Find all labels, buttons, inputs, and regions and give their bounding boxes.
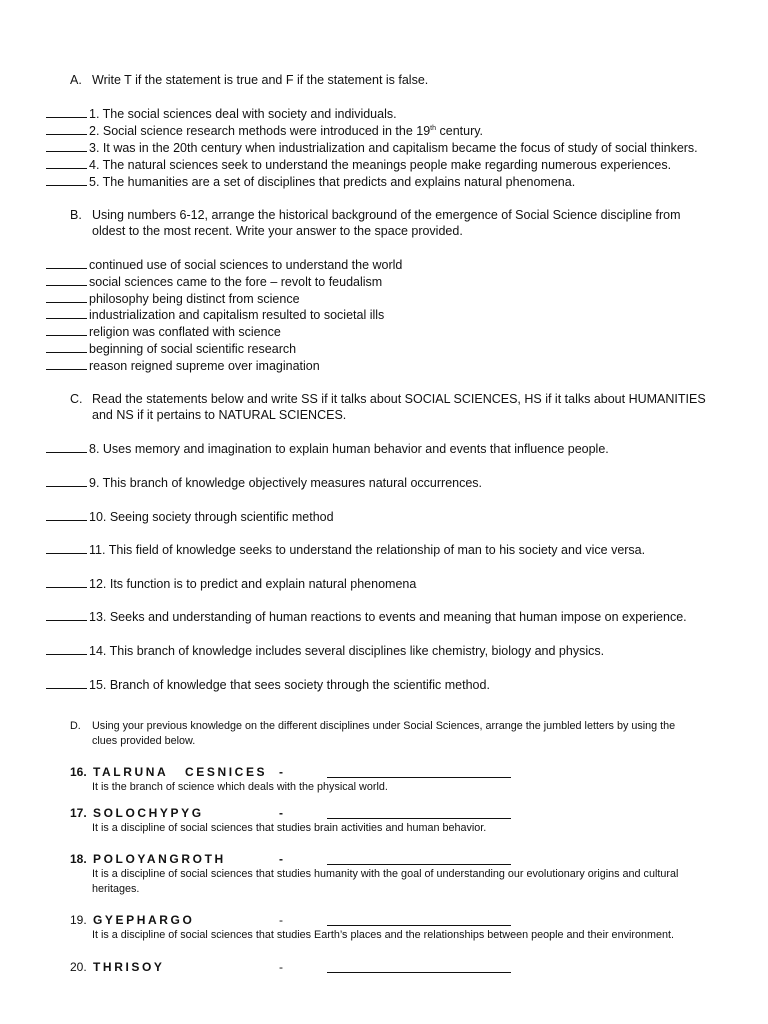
section-a-letter: A. bbox=[70, 73, 82, 87]
section-a-item-5 bbox=[46, 174, 575, 190]
section-c-letter: C. bbox=[70, 392, 83, 406]
section-c-instruction-line2: and NS if it pertains to NATURAL SCIENCES. bbox=[92, 408, 347, 422]
item-text: 11. This field of knowledge seeks to understand the relationship of man to his society and vice versa. bbox=[89, 543, 646, 557]
section-b-item bbox=[46, 257, 402, 273]
section-a-item-1 bbox=[46, 106, 397, 122]
section-b-item bbox=[46, 341, 296, 357]
section-c-item-15 bbox=[46, 677, 490, 693]
item-text: 2. Social science research methods were introduced in the 19 bbox=[89, 124, 431, 138]
item-number: 19. bbox=[70, 913, 87, 927]
jumbled-word: POLOYANGROTH bbox=[93, 852, 226, 866]
jumbled-word: THRISOY bbox=[93, 960, 165, 974]
item-text: 15. Branch of knowledge that sees society through the scientific method. bbox=[89, 678, 490, 692]
superscript: th bbox=[430, 124, 437, 132]
item-text: 13. Seeks and understanding of human reactions to events and meaning that human impose on experience. bbox=[89, 610, 687, 624]
section-c-item-11 bbox=[46, 542, 645, 558]
clue-text: It is the branch of science which deals with the physical world. bbox=[92, 781, 388, 793]
section-b-item bbox=[46, 291, 300, 307]
section-a-instruction: Write T if the statement is true and F if the statement is false. bbox=[92, 73, 429, 87]
answer-blank[interactable] bbox=[46, 475, 87, 487]
dash: - bbox=[279, 852, 283, 866]
answer-blank[interactable] bbox=[46, 341, 87, 353]
item-text: continued use of social sciences to understand the world bbox=[89, 258, 403, 272]
jumbled-word: GYEPHARGO bbox=[93, 913, 195, 927]
answer-blank[interactable] bbox=[46, 106, 87, 118]
item-text: 14. This branch of knowledge includes several disciplines like chemistry, biology and physics. bbox=[89, 644, 605, 658]
item-text: 4. The natural sciences seek to understand the meanings people make regarding numerous experiences. bbox=[89, 158, 672, 172]
item-number: 16. bbox=[70, 765, 87, 779]
answer-blank[interactable] bbox=[46, 274, 87, 286]
answer-blank[interactable] bbox=[46, 123, 87, 135]
dash: - bbox=[279, 765, 283, 779]
item-text: 8. Uses memory and imagination to explain human behavior and events that influence people. bbox=[89, 442, 609, 456]
section-a-item-2 bbox=[46, 123, 483, 139]
item-text: social sciences came to the fore – revolt to feudalism bbox=[89, 275, 383, 289]
section-c-item-9 bbox=[46, 475, 482, 491]
answer-blank[interactable] bbox=[46, 609, 87, 621]
item-text: industrialization and capitalism resulted to societal ills bbox=[89, 308, 385, 322]
section-b-item bbox=[46, 274, 382, 290]
item-number: 18. bbox=[70, 852, 87, 866]
answer-blank[interactable] bbox=[46, 509, 87, 521]
answer-blank[interactable] bbox=[46, 291, 87, 303]
answer-blank[interactable] bbox=[46, 140, 87, 152]
item-text: 5. The humanities are a set of disciplines that predicts and explains natural phenomena. bbox=[89, 175, 576, 189]
section-b-letter: B. bbox=[70, 208, 82, 222]
item-number: 17. bbox=[70, 806, 87, 820]
dash: - bbox=[279, 913, 283, 927]
section-b-item bbox=[46, 324, 281, 340]
jumbled-word: SOLOCHYPYG bbox=[93, 806, 204, 820]
item-text-end: century. bbox=[436, 124, 484, 138]
item-text: reason reigned supreme over imagination bbox=[89, 359, 320, 373]
section-c-item-14 bbox=[46, 643, 604, 659]
answer-blank[interactable] bbox=[46, 324, 87, 336]
item-text: beginning of social scientific research bbox=[89, 342, 297, 356]
answer-blank[interactable] bbox=[46, 358, 87, 370]
answer-blank[interactable] bbox=[46, 677, 87, 689]
item-text: religion was conflated with science bbox=[89, 325, 281, 339]
item-text: 1. The social sciences deal with society and individuals. bbox=[89, 107, 397, 121]
jumbled-word-2: CESNICES bbox=[185, 765, 268, 779]
section-c-item-8 bbox=[46, 441, 609, 457]
answer-blank[interactable] bbox=[46, 174, 87, 186]
section-b-item bbox=[46, 358, 320, 374]
clue-text: It is a discipline of social sciences that studies humanity with the goal of understanding our evolutionary origins and cultural bbox=[92, 868, 679, 880]
item-text: 12. Its function is to predict and explain natural phenomena bbox=[89, 577, 417, 591]
jumbled-word: TALRUNA bbox=[93, 765, 169, 779]
section-d-letter: D. bbox=[70, 720, 81, 732]
section-c-item-10 bbox=[46, 509, 334, 525]
item-text: 3. It was in the 20th century when industrialization and capitalism became the focus of study of social thinkers. bbox=[89, 141, 698, 155]
section-d-instruction-line1: Using your previous knowledge on the different disciplines under Social Sciences, arrange the jumbled letters by using the bbox=[92, 720, 676, 732]
item-text: 10. Seeing society through scientific method bbox=[89, 510, 334, 524]
answer-blank[interactable] bbox=[46, 257, 87, 269]
clue-text: It is a discipline of social sciences that studies Earth’s places and the relationships between people and their environment. bbox=[92, 929, 674, 941]
section-b-item bbox=[46, 307, 384, 323]
answer-line[interactable] bbox=[327, 960, 511, 978]
section-c-item-13 bbox=[46, 609, 687, 625]
item-number: 20. bbox=[70, 960, 87, 974]
dash: - bbox=[279, 806, 283, 820]
section-a-item-3 bbox=[46, 140, 698, 156]
answer-blank[interactable] bbox=[46, 643, 87, 655]
answer-blank[interactable] bbox=[46, 441, 87, 453]
answer-blank[interactable] bbox=[46, 157, 87, 169]
item-text: 9. This branch of knowledge objectively measures natural occurrences. bbox=[89, 476, 483, 490]
section-b-instruction-line1: Using numbers 6-12, arrange the historical background of the emergence of Social Science discipline from bbox=[92, 208, 681, 222]
answer-blank[interactable] bbox=[46, 542, 87, 554]
section-b-instruction-line2: oldest to the most recent. Write your answer to the space provided. bbox=[92, 224, 463, 238]
dash: - bbox=[279, 960, 283, 974]
section-c-item-12 bbox=[46, 576, 416, 592]
item-text: philosophy being distinct from science bbox=[89, 292, 300, 306]
answer-blank[interactable] bbox=[46, 307, 87, 319]
clue-text-line2: heritages. bbox=[92, 883, 140, 895]
section-c-instruction-line1: Read the statements below and write SS if it talks about SOCIAL SCIENCES, HS if it talks about HUMANITIES bbox=[92, 392, 706, 406]
section-d-instruction-line2: clues provided below. bbox=[92, 735, 196, 747]
answer-blank[interactable] bbox=[46, 576, 87, 588]
clue-text: It is a discipline of social sciences that studies brain activities and human behavior. bbox=[92, 822, 487, 834]
section-a-item-4 bbox=[46, 157, 671, 173]
